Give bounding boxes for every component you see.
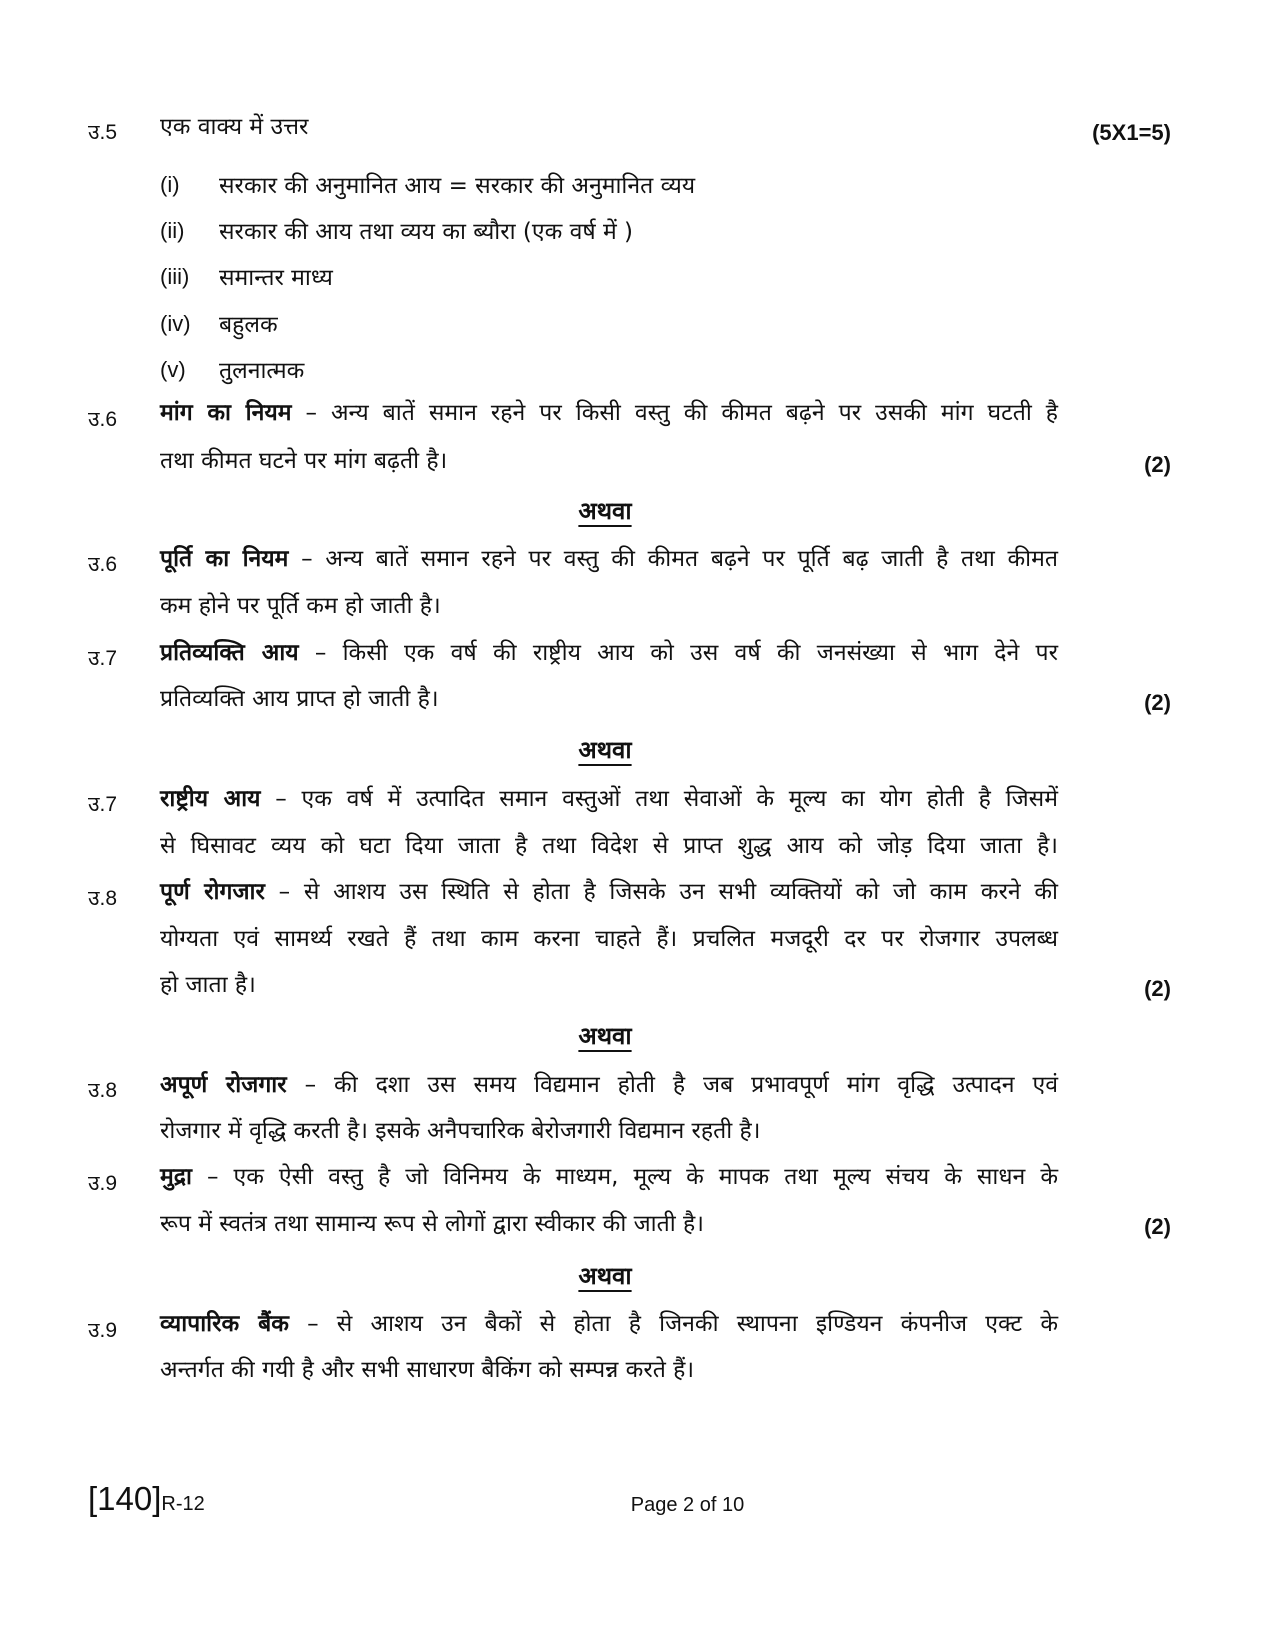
answer-line: अन्तर्गत की गयी है और सभी साधारण बैकिंग को सम्पन्न करते हैं। xyxy=(160,1357,695,1383)
answer-term: पूर्ण रोगजार xyxy=(160,879,265,905)
answer-text: – किसी एक वर्ष की राष्ट्रीय आय को उस वर्ष की जनसंख्या से भाग देने पर xyxy=(298,640,1059,666)
marks-label: (2) xyxy=(1144,690,1171,715)
list-item-label: (i) xyxy=(160,172,180,197)
question-number: उ.9 xyxy=(88,1319,118,1342)
marks-label: (2) xyxy=(1144,976,1171,1001)
answer-term: प्रतिव्यक्ति आय xyxy=(160,640,299,666)
answer-line xyxy=(160,1070,1058,1100)
list-item: तुलनात्मक xyxy=(219,358,305,384)
answer-text: – अन्य बातें समान रहने पर किसी वस्तु की कीमत बढ़ने पर उसकी मांग घटती है xyxy=(291,400,1058,426)
question-number: उ.8 xyxy=(88,887,118,910)
question-number: उ.6 xyxy=(88,553,118,576)
paper-code-number: [140] xyxy=(88,1480,162,1517)
list-item: बहुलक xyxy=(219,312,278,338)
question-number: उ.6 xyxy=(88,408,118,431)
or-heading: अथवा xyxy=(578,1022,632,1050)
answer-text: – से आशय उन बैकों से होता है जिनकी स्थापना इण्डियन कंपनीज एक्ट के xyxy=(288,1311,1058,1337)
answer-line: योग्यता एवं सामर्थ्य रखते हैं तथा काम करना चाहते हैं। प्रचलित मजदूरी दर पर रोजगार उपलब्ध xyxy=(160,926,1058,952)
answer-term: मांग का नियम xyxy=(160,400,292,426)
list-item: समान्तर माध्य xyxy=(219,265,333,291)
or-heading: अथवा xyxy=(578,736,632,764)
question-heading: एक वाक्य में उत्तर xyxy=(160,114,309,140)
answer-line: से घिसावट व्यय को घटा दिया जाता है तथा विदेश से प्राप्त शुद्ध आय को जोड़ दिया जाता है। xyxy=(160,833,1058,859)
paper-code-suffix: R-12 xyxy=(161,1493,205,1515)
list-item-label: (v) xyxy=(160,357,186,382)
marks-label: (5X1=5) xyxy=(1092,120,1171,145)
or-heading: अथवा xyxy=(578,497,632,525)
question-number: उ.5 xyxy=(88,121,118,144)
or-heading: अथवा xyxy=(578,1262,632,1290)
answer-line xyxy=(160,1162,1058,1192)
answer-text: – एक वर्ष में उत्पादित समान वस्तुओं तथा सेवाओं के मूल्य का योग होती है जिसमें xyxy=(260,786,1058,812)
list-item-label: (iv) xyxy=(160,311,191,336)
marks-label: (2) xyxy=(1144,452,1171,477)
answer-line xyxy=(160,1309,1058,1339)
answer-term: अपूर्ण रोजगार xyxy=(160,1072,287,1098)
answer-text: – एक ऐसी वस्तु है जो विनिमय के माध्यम, मूल्य के मापक तथा मूल्य संचय के साधन के xyxy=(191,1164,1058,1190)
question-number: उ.7 xyxy=(88,793,118,816)
answer-line: तथा कीमत घटने पर मांग बढ़ती है। xyxy=(160,448,448,474)
answer-line: रोजगार में वृद्धि करती है। इसके अनैपचारिक बेरोजगारी विद्यमान रहती है। xyxy=(160,1118,761,1144)
marks-label: (2) xyxy=(1144,1214,1171,1239)
answer-line xyxy=(160,638,1058,668)
answer-term: व्यापारिक बैंक xyxy=(160,1311,289,1337)
answer-line: हो जाता है। xyxy=(160,972,256,998)
answer-term: मुद्रा xyxy=(160,1164,192,1190)
question-number: उ.9 xyxy=(88,1172,118,1195)
question-number: उ.7 xyxy=(88,647,118,670)
question-number: उ.8 xyxy=(88,1079,118,1102)
answer-text: – से आशय उस स्थिति से होता है जिसके उन सभी व्यक्तियों को जो काम करने की xyxy=(264,879,1058,905)
answer-line xyxy=(160,784,1058,814)
answer-line xyxy=(160,877,1058,907)
list-item-label: (ii) xyxy=(160,218,185,243)
list-item: सरकार की अनुमानित आय = सरकार की अनुमानित व्यय xyxy=(219,173,696,199)
answer-line xyxy=(160,544,1058,574)
list-item-label: (iii) xyxy=(160,264,190,289)
answer-text: – की दशा उस समय विद्यमान होती है जब प्रभावपूर्ण मांग वृद्धि उत्पादन एवं xyxy=(286,1072,1059,1098)
answer-line: कम होने पर पूर्ति कम हो जाती है। xyxy=(160,593,441,619)
answer-line: रूप में स्वतंत्र तथा सामान्य रूप से लोगों द्वारा स्वीकार की जाती है। xyxy=(160,1211,704,1237)
answer-term: राष्ट्रीय आय xyxy=(160,786,261,812)
answer-term: पूर्ति का नियम xyxy=(160,546,289,572)
answer-line xyxy=(160,398,1058,428)
list-item: सरकार की आय तथा व्यय का ब्यौरा (एक वर्ष में ) xyxy=(219,219,634,245)
answer-line: प्रतिव्यक्ति आय प्राप्त हो जाती है। xyxy=(160,686,439,712)
page-number: Page 2 of 10 xyxy=(630,1494,745,1516)
answer-text: – अन्य बातें समान रहने पर वस्तु की कीमत बढ़ने पर पूर्ति बढ़ जाती है तथा कीमत xyxy=(288,546,1058,572)
